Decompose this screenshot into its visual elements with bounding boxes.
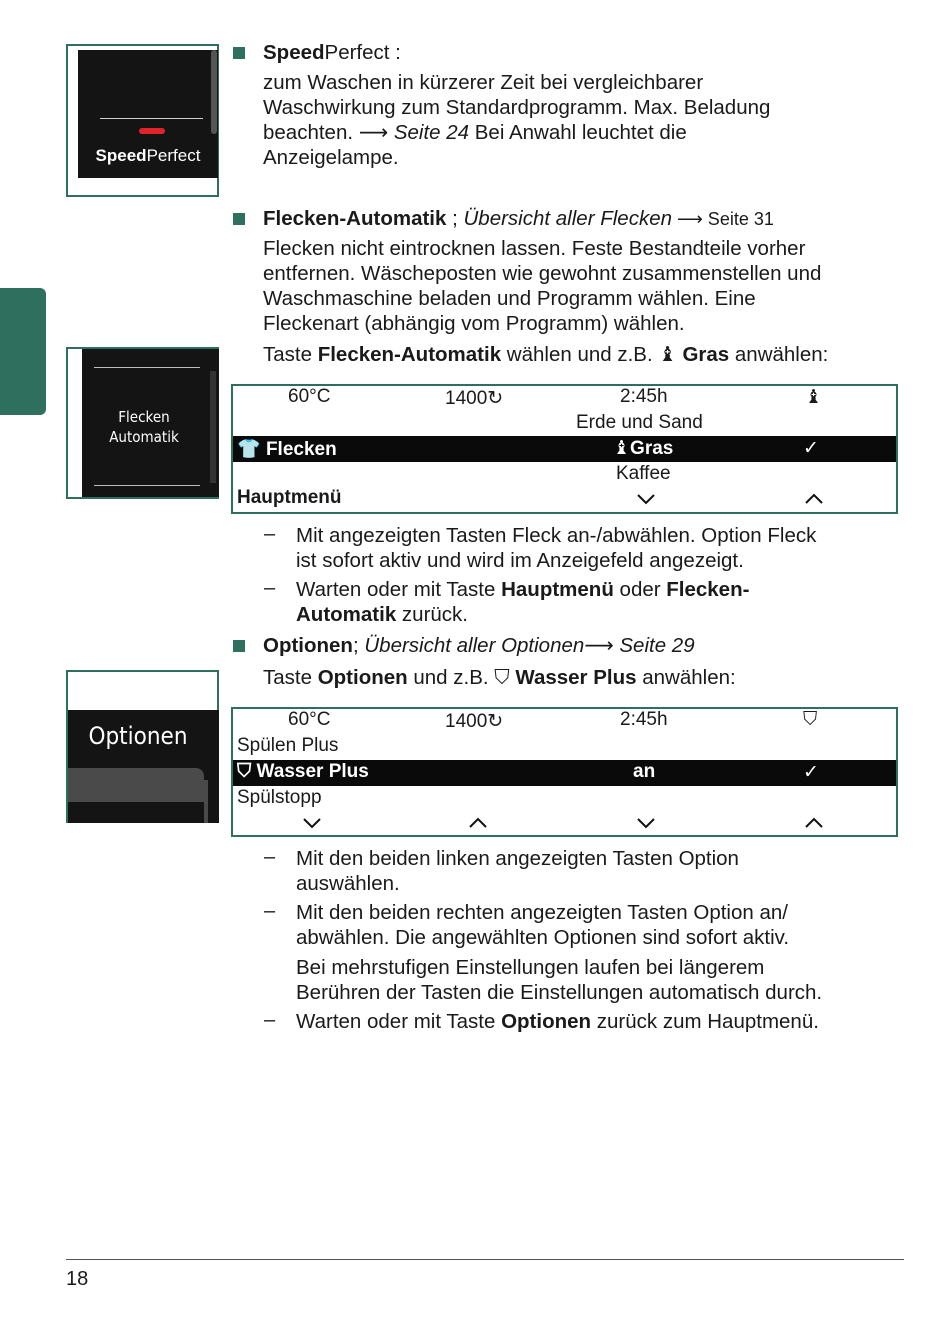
grey-edge bbox=[204, 780, 208, 823]
flecken-note-2: Warten oder mit Taste Hauptmenü oder Flecken- Automatik zurück. bbox=[296, 578, 750, 626]
water-plus-icon: ⛉ bbox=[494, 666, 510, 689]
time-value: 2:45h bbox=[620, 386, 668, 407]
stain-option-above: Erde und Sand bbox=[576, 412, 703, 433]
shirt-icon: 👕 bbox=[237, 439, 261, 460]
chevron-up-icon[interactable] bbox=[805, 817, 823, 829]
gras-icon: ♝ bbox=[658, 343, 677, 366]
optionen-display-panel bbox=[231, 707, 898, 837]
button-panel bbox=[78, 50, 218, 178]
flecken-instruction: Taste Flecken-Automatik wählen und z.B. ♝ Gras anwählen: bbox=[263, 343, 829, 366]
option-below: Spülstopp bbox=[237, 787, 322, 808]
water-plus-icon: ⛉ bbox=[237, 761, 252, 782]
optionen-note-1: Mit den beiden linken angezeigten Tasten Option auswählen. bbox=[296, 847, 739, 895]
selected-stain: ♝Gras bbox=[613, 438, 674, 459]
chevron-down-icon[interactable] bbox=[637, 493, 655, 505]
flecken-automatik-title: Flecken-Automatik ; Übersicht aller Flecken ⟶ Seite 31 bbox=[263, 207, 774, 230]
scroll-edge bbox=[210, 371, 216, 483]
flecken-note-1: Mit angezeigten Tasten Fleck an-/abwählen. Option Fleck ist sofort aktiv und wird im Anzeigefeld angezeigt. bbox=[296, 524, 817, 572]
dash-marker: – bbox=[264, 577, 276, 599]
optionen-note-2: Mit den beiden rechten angezeigten Tasten Option an/ abwählen. Die angewählten Optionen sind sofort aktiv. Bei mehrstufigen Einstellungen laufen bei längerem Berühren der Tasten die Einstellungen automatisch durch. bbox=[296, 901, 823, 1004]
optionen-title: Optionen; Übersicht aller Optionen⟶ Seite 29 bbox=[263, 634, 695, 657]
dash-marker: – bbox=[264, 523, 276, 545]
page-number: 18 bbox=[66, 1268, 89, 1290]
speedperfect-description: zum Waschen in kürzerer Zeit bei vergleichbarer Waschwirkung zum Standardprogramm. Max. Beladung beachten. ⟶ Seite 24 Bei Anwahl leuchtet die Anzeigelampe. bbox=[263, 71, 771, 169]
check-icon: ✓ bbox=[803, 438, 819, 459]
square-bullet-icon bbox=[233, 47, 245, 59]
optionen-note-3: Warten oder mit Taste Optionen zurück zum Hauptmenü. bbox=[296, 1010, 819, 1033]
flecken-label: 👕 Flecken bbox=[237, 439, 337, 460]
divider-line bbox=[100, 118, 203, 119]
dash-marker: – bbox=[264, 900, 276, 922]
flecken-automatik-button-image bbox=[66, 347, 219, 499]
stain-option-below: Kaffee bbox=[616, 463, 671, 484]
hauptmenu-softkey[interactable]: Hauptmenü bbox=[237, 487, 342, 508]
square-bullet-icon bbox=[233, 640, 245, 652]
chevron-up-icon[interactable] bbox=[469, 817, 487, 829]
speedperfect-button-image bbox=[66, 44, 219, 197]
flecken-display-panel bbox=[231, 384, 898, 514]
spin-icon: ↻ bbox=[487, 711, 504, 732]
side-tab-marker bbox=[0, 288, 46, 415]
spin-icon: ↻ bbox=[487, 388, 504, 409]
spin-value: 1400↻ bbox=[445, 388, 504, 409]
square-bullet-icon bbox=[233, 213, 245, 225]
optionen-button-image bbox=[66, 670, 219, 823]
chevron-up-icon[interactable] bbox=[805, 493, 823, 505]
flecken-description: Flecken nicht eintrocknen lassen. Feste Bestandteile vorher entfernen. Wäscheposten wie gewohnt zusammenstellen und Waschmaschine beladen und Programm wählen. Eine Fleckenart (abhängig vom Programm) wählen. bbox=[263, 237, 822, 335]
footer-divider bbox=[66, 1259, 904, 1260]
flecken-automatik-label: Flecken Automatik bbox=[109, 408, 179, 446]
chevron-down-icon[interactable] bbox=[303, 817, 321, 829]
water-plus-icon: ⛉ bbox=[803, 709, 818, 730]
scroll-edge bbox=[211, 50, 217, 134]
temperature-value: 60°C bbox=[288, 386, 331, 407]
gras-icon: ♝ bbox=[805, 387, 823, 408]
gras-icon: ♝ bbox=[613, 438, 631, 459]
grey-tab bbox=[68, 768, 204, 802]
wasser-plus-label: ⛉ Wasser Plus bbox=[237, 761, 369, 782]
speedperfect-title: SpeedPerfect : bbox=[263, 41, 401, 64]
selected-row bbox=[233, 760, 896, 786]
check-icon: ✓ bbox=[803, 762, 819, 783]
dash-marker: – bbox=[264, 846, 276, 868]
option-value: an bbox=[633, 761, 656, 782]
button-panel bbox=[82, 349, 219, 497]
speedperfect-label: SpeedPerfect bbox=[95, 146, 201, 165]
divider-line bbox=[94, 485, 200, 486]
temperature-value: 60°C bbox=[288, 709, 331, 730]
selected-row bbox=[233, 436, 896, 462]
chevron-down-icon[interactable] bbox=[637, 817, 655, 829]
spin-value: 1400↻ bbox=[445, 711, 504, 732]
dash-marker: – bbox=[264, 1009, 276, 1031]
optionen-label: Optionen bbox=[88, 722, 188, 750]
divider-line bbox=[94, 367, 200, 368]
optionen-instruction: Taste Optionen und z.B. ⛉ Wasser Plus anwählen: bbox=[263, 666, 736, 689]
option-above: Spülen Plus bbox=[237, 735, 339, 756]
time-value: 2:45h bbox=[620, 709, 668, 730]
indicator-lamp-icon bbox=[139, 128, 165, 134]
button-panel bbox=[68, 710, 219, 823]
